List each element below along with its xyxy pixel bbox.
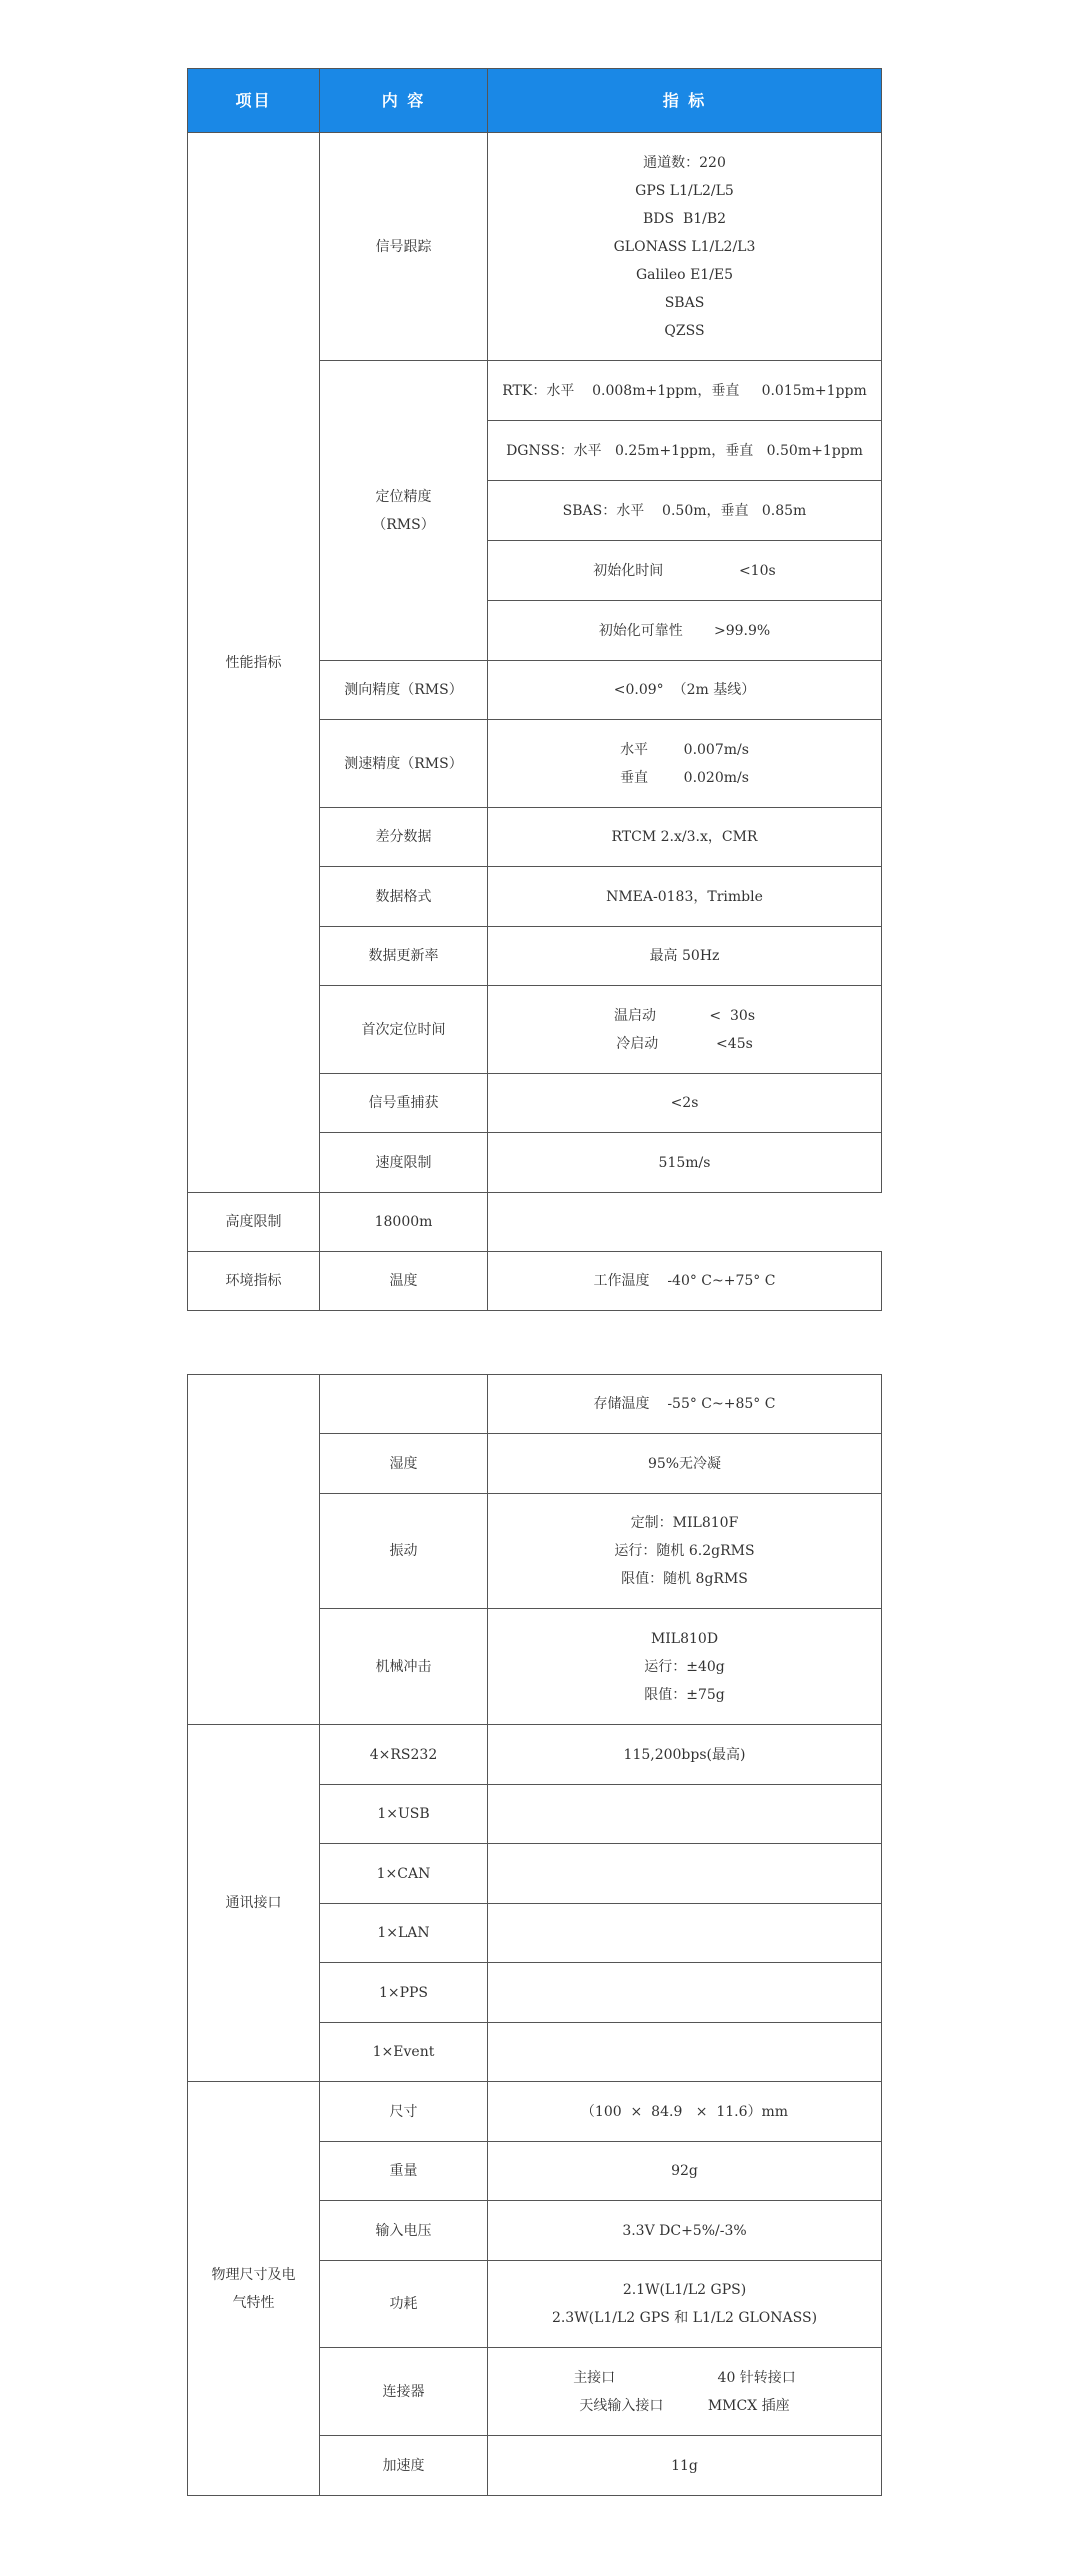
value-sbas [488,481,882,541]
ttff-line: 温启动 < 30s [613,1007,756,1024]
value-init-reliability [488,601,882,661]
table-row [188,1375,882,1434]
value-connector [488,2348,882,2436]
value-storage-temp [488,1375,882,1434]
group-environment: 环境指标 [188,1252,320,1311]
group-physical-line2: 气特性 [232,2294,275,2311]
shock-line: 限值：±75g [644,1686,725,1703]
label-usb: 1×USB [320,1785,488,1844]
value-altitude-limit: 18000m [320,1193,488,1252]
label-power: 功耗 [320,2261,488,2348]
table-row [188,133,882,361]
value-empty [488,2023,882,2082]
power-line: 2.3W(L1/L2 GPS 和 L1/L2 GLONASS) [551,2310,818,2326]
signal-line: GPS L1/L2/L5 [635,182,734,199]
spec-table-1 [187,68,882,1311]
label-connector: 连接器 [320,2348,488,2436]
label-voltage: 输入电压 [320,2201,488,2261]
value-temperature [488,1252,882,1311]
label-positioning-line2: （RMS） [372,516,435,533]
label-vibration: 振动 [320,1494,488,1609]
label-speed-limit: 速度限制 [320,1133,488,1193]
table-row [188,1252,882,1311]
value-diff-data: RTCM 2.x/3.x，CMR [488,808,882,867]
signal-line: 通道数：220 [643,154,726,171]
temperature-text: 工作温度 -40° C~+75° C [593,1273,776,1289]
label-size: 尺寸 [320,2082,488,2142]
value-shock [488,1609,882,1725]
init-time-text: 初始化时间 <10s [593,562,776,579]
vibration-line: 定制：MIL810F [630,1515,739,1531]
value-power [488,2261,882,2348]
label-can: 1×CAN [320,1844,488,1904]
label-positioning-line1: 定位精度 [375,488,432,505]
signal-line: GLONASS L1/L2/L3 [613,238,756,255]
value-ttff [488,986,882,1074]
vibration-line: 运行：随机 6.2gRMS [614,1543,755,1559]
value-acceleration: 11g [488,2436,882,2496]
init-reliability-text: 初始化可靠性 >99.9% [598,622,771,639]
value-voltage: 3.3V DC+5%/-3% [488,2201,882,2261]
group-physical-electrical [188,2082,320,2496]
label-velocity: 测速精度（RMS） [320,720,488,808]
label-empty [320,1375,488,1434]
value-reacquisition: <2s [488,1074,882,1133]
value-init-time [488,541,882,601]
ttff-line: 冷启动 <45s [616,1035,753,1052]
value-rtk [488,361,882,421]
value-size [488,2082,882,2142]
label-pps: 1×PPS [320,1963,488,2023]
value-empty [488,1844,882,1904]
label-shock: 机械冲击 [320,1609,488,1725]
value-empty [488,1963,882,2023]
signal-line: Galileo E1/E5 [635,266,734,283]
group-performance: 性能指标 [188,133,320,1193]
value-humidity: 95%无冷凝 [488,1434,882,1494]
vibration-line: 限值：随机 8gRMS [621,1571,748,1587]
label-reacquisition: 信号重捕获 [320,1074,488,1133]
shock-line: MIL810D [650,1630,719,1647]
table-row [188,1725,882,1785]
value-signal-tracking [488,133,882,361]
sbas-text: SBAS：水平 0.50m，垂直 0.85m [562,502,807,519]
rtk-text: RTK：水平 0.008m+1ppm，垂直 0.015m+1ppm [502,382,867,399]
label-lan: 1×LAN [320,1904,488,1963]
label-positioning [320,361,488,661]
power-line: 2.1W(L1/L2 GPS) [622,2282,747,2298]
group-environment-continued [188,1375,320,1725]
label-diff-data: 差分数据 [320,808,488,867]
value-data-format: NMEA-0183，Trimble [488,867,882,927]
label-weight: 重量 [320,2142,488,2201]
storage-temp-text: 存储温度 -55° C~+85° C [593,1396,776,1412]
signal-line: QZSS [664,322,705,339]
velocity-line: 垂直 0.020m/s [620,769,749,786]
header-spec: 指 标 [488,69,882,133]
table-row [188,2082,882,2142]
value-update-rate: 最高 50Hz [488,927,882,986]
label-rs232: 4×RS232 [320,1725,488,1785]
signal-line: SBAS [664,294,705,311]
header-content: 内 容 [320,69,488,133]
label-altitude-limit: 高度限制 [188,1193,320,1252]
value-empty [488,1904,882,1963]
label-update-rate: 数据更新率 [320,927,488,986]
value-vibration [488,1494,882,1609]
value-empty [488,1785,882,1844]
label-event: 1×Event [320,2023,488,2082]
label-temperature: 温度 [320,1252,488,1311]
velocity-line: 水平 0.007m/s [620,741,749,758]
shock-line: 运行：±40g [644,1658,725,1675]
value-heading [488,661,882,720]
header-item: 项目 [188,69,320,133]
value-weight: 92g [488,2142,882,2201]
value-rs232: 115,200bps(最高) [488,1725,882,1785]
spec-table-2 [187,1374,882,2496]
label-signal-tracking: 信号跟踪 [320,133,488,361]
label-ttff: 首次定位时间 [320,986,488,1074]
value-dgnss [488,421,882,481]
value-velocity [488,720,882,808]
group-physical-line1: 物理尺寸及电 [211,2266,296,2283]
size-text: （100 × 84.9 × 11.6）mm [580,2103,789,2120]
label-data-format: 数据格式 [320,867,488,927]
table-row [188,1193,882,1252]
group-communication: 通讯接口 [188,1725,320,2082]
dgnss-text: DGNSS：水平 0.25m+1ppm，垂直 0.50m+1ppm [506,442,863,459]
label-heading: 测向精度（RMS） [320,661,488,720]
label-acceleration: 加速度 [320,2436,488,2496]
heading-text: <0.09° （2m 基线） [613,682,756,698]
label-humidity: 湿度 [320,1434,488,1494]
header-row [188,69,882,133]
connector-line: 天线输入接口 MMCX 插座 [579,2397,790,2414]
value-speed-limit: 515m/s [488,1133,882,1193]
connector-line: 主接口 40 针转接口 [573,2369,796,2386]
signal-line: BDS B1/B2 [642,210,727,227]
